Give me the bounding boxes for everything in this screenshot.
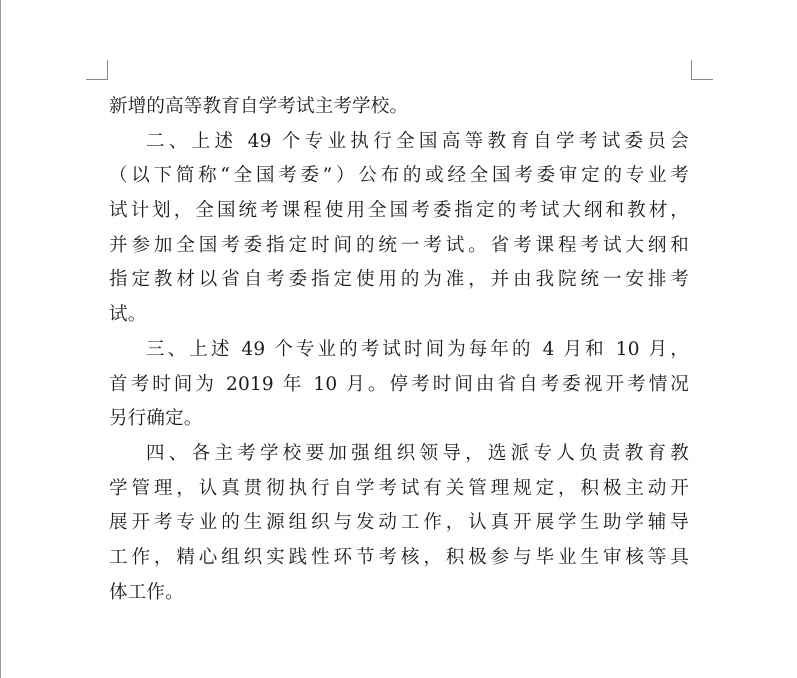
- text-line: 工作，精心组织实践性环节考核，积极参与毕业生审核等具: [109, 546, 689, 568]
- text-line: 展开考专业的生源组织与发动工作，认真开展学生助学辅导: [109, 512, 689, 534]
- text-line: 四、各主考学校要加强组织领导，选派专人负责教育教: [146, 442, 689, 464]
- text-line: 学管理，认真贯彻执行自学考试有关管理规定，积极主动开: [109, 477, 689, 499]
- text-line: 三、上述 49 个专业的考试时间为每年的 4 月和 10 月，: [146, 338, 689, 360]
- document-body[interactable]: [109, 90, 689, 610]
- text-line: 体工作。: [109, 581, 184, 603]
- text-line: 新增的高等教育自学考试主考学校。: [109, 96, 409, 117]
- text-line: 并参加全国考委指定时间的统一考试。省考课程考试大纲和: [109, 234, 689, 256]
- text-line: 试计划，全国统考课程使用全国考委指定的考试大纲和教材，: [109, 200, 689, 222]
- text-line: 另行确定。: [109, 408, 203, 430]
- text-line: 指定教材以省自考委指定使用的为准，并由我院统一安排考: [109, 269, 689, 291]
- text-line: 二、上述 49 个专业执行全国高等教育自学考试委员会: [146, 130, 689, 152]
- margin-corner-mark-left: [86, 60, 108, 80]
- text-line: （以下简称“全国考委”）公布的或经全国考委审定的专业考: [109, 165, 689, 187]
- margin-corner-mark-right: [691, 60, 713, 80]
- text-line: 首考时间为 2019 年 10 月。停考时间由省自考委视开考情况: [109, 373, 689, 395]
- page-left-edge: [0, 0, 1, 678]
- text-line: 试。: [109, 304, 147, 326]
